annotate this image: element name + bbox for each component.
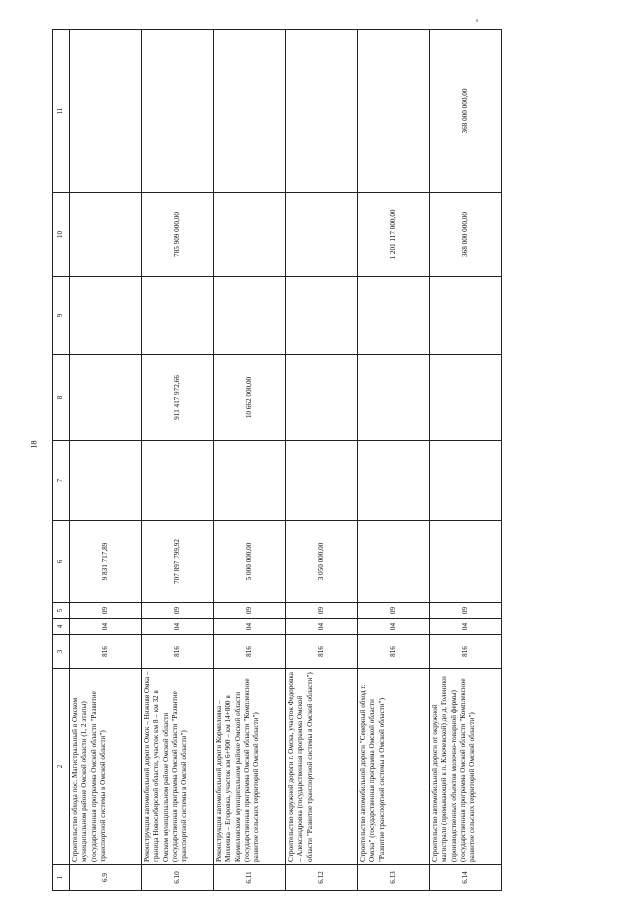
- column-header: 3: [53, 635, 70, 669]
- cell-col10: [214, 193, 286, 277]
- cell-col5: 09: [358, 603, 430, 619]
- cell-col3: 816: [286, 635, 358, 669]
- cell-col6: 3 050 000,00: [286, 521, 358, 603]
- cell-col7: [214, 441, 286, 521]
- cell-col5: 09: [430, 603, 502, 619]
- row-name: Строительство окружной дороги г. Омска, участок Федоровка – Александровка (государственная программа Омской области "Развитие транспортной системы в Омской области"): [286, 669, 358, 865]
- row-number: 6.10: [142, 865, 214, 891]
- cell-col9: [214, 277, 286, 355]
- cell-col8: [70, 355, 142, 441]
- row-number: 6.14: [430, 865, 502, 891]
- table-row: [214, 30, 286, 891]
- cell-col7: [430, 441, 502, 521]
- row-number: 6.12: [286, 865, 358, 891]
- cell-col11: [142, 30, 214, 193]
- table-row: [142, 30, 214, 891]
- budget-table: [52, 29, 502, 891]
- row-name: Строительство автомобильной дороги "Северный обход г. Омска" (государственная программа Омской области "Развитие транспортной системы в Омской области"): [358, 669, 430, 865]
- cell-col4: 04: [286, 619, 358, 635]
- cell-col9: [358, 277, 430, 355]
- cell-col6: 5 000 000,00: [214, 521, 286, 603]
- row-number: 6.9: [70, 865, 142, 891]
- cell-col5: 09: [286, 603, 358, 619]
- cell-col10: 1 201 117 000,00: [358, 193, 430, 277]
- column-header: 8: [53, 355, 70, 441]
- row-name: Строительство автомобильной дороги от окружной магистрали (примыкающей к п. Ключевской) до д. Голеники (производственных объектов молочно-товарной фермы) (государственная программа Омской области "Комплексное развитие сельских территорий Омской области"): [430, 669, 502, 865]
- column-header: 5: [53, 603, 70, 619]
- cell-col3: 816: [430, 635, 502, 669]
- cell-col4: 04: [430, 619, 502, 635]
- cell-col5: 09: [214, 603, 286, 619]
- page-number: 18: [29, 440, 39, 449]
- cell-col8: [286, 355, 358, 441]
- cell-col9: [70, 277, 142, 355]
- cell-col6: 707 897 799,92: [142, 521, 214, 603]
- cell-col5: 09: [142, 603, 214, 619]
- table-container: [52, 30, 488, 891]
- row-name: Строительство обхода пос. Магистральный в Омском муниципальном районе Омской области (1, 2 этапы) (государственная программа Омской области "Развитие транспортной системы в Омской области"): [70, 669, 142, 865]
- column-header: 6: [53, 521, 70, 603]
- column-header: 4: [53, 619, 70, 635]
- cell-col11: 368 000 000,00: [430, 30, 502, 193]
- cell-col8: [430, 355, 502, 441]
- row-number: 6.13: [358, 865, 430, 891]
- cell-col8: [358, 355, 430, 441]
- cell-col3: 816: [70, 635, 142, 669]
- cell-col8: 911 417 972,66: [142, 355, 214, 441]
- cell-col11: [286, 30, 358, 193]
- row-number: 6.11: [214, 865, 286, 891]
- cell-col6: 9 831 717,89: [70, 521, 142, 603]
- cell-col4: 04: [70, 619, 142, 635]
- table-row: [70, 30, 142, 891]
- cell-col6: [358, 521, 430, 603]
- column-header: 10: [53, 193, 70, 277]
- cell-col3: 816: [142, 635, 214, 669]
- cell-col7: [70, 441, 142, 521]
- cell-col9: [286, 277, 358, 355]
- cell-col10: [70, 193, 142, 277]
- cell-col9: [142, 277, 214, 355]
- cell-col3: 816: [214, 635, 286, 669]
- cell-col7: [142, 441, 214, 521]
- cell-col3: 816: [358, 635, 430, 669]
- cell-col11: [70, 30, 142, 193]
- cell-col10: 368 000 000,00: [430, 193, 502, 277]
- table-row: [430, 30, 502, 891]
- cell-col7: [286, 441, 358, 521]
- cell-col11: [358, 30, 430, 193]
- column-header: 2: [53, 669, 70, 865]
- cell-col7: [358, 441, 430, 521]
- corner-mark: s: [476, 18, 479, 24]
- cell-col4: 04: [358, 619, 430, 635]
- cell-col5: 09: [70, 603, 142, 619]
- table-row: [358, 30, 430, 891]
- cell-col9: [430, 277, 502, 355]
- cell-col4: 04: [214, 619, 286, 635]
- cell-col6: [430, 521, 502, 603]
- cell-col10: [286, 193, 358, 277]
- cell-col4: 04: [142, 619, 214, 635]
- column-header: 1: [53, 865, 70, 891]
- column-header: 9: [53, 277, 70, 355]
- row-name: Реконструкция автомобильной дороги Омск – Нижняя Омка – граница Новосибирской области, участок км 8 – км 32 в Омском муниципальном районе Омской области (государственная программа Омской области "Развитие транспортной системы в Омской области"): [142, 669, 214, 865]
- table-row: [286, 30, 358, 891]
- cell-col11: [214, 30, 286, 193]
- row-name: Реконструкция автомобильной дороги Кормиловка – Михеевка – Егоровка, участок км 6+900 – км 14+800 в Кормиловском муниципальном районе Омской области (государственная программа Омской области "Комплексное развитие сельских территорий Омской области"): [214, 669, 286, 865]
- cell-col10: 785 909 000,00: [142, 193, 214, 277]
- cell-col8: 10 662 000,00: [214, 355, 286, 441]
- header-row: [53, 30, 70, 891]
- column-header: 7: [53, 441, 70, 521]
- column-header: 11: [53, 30, 70, 193]
